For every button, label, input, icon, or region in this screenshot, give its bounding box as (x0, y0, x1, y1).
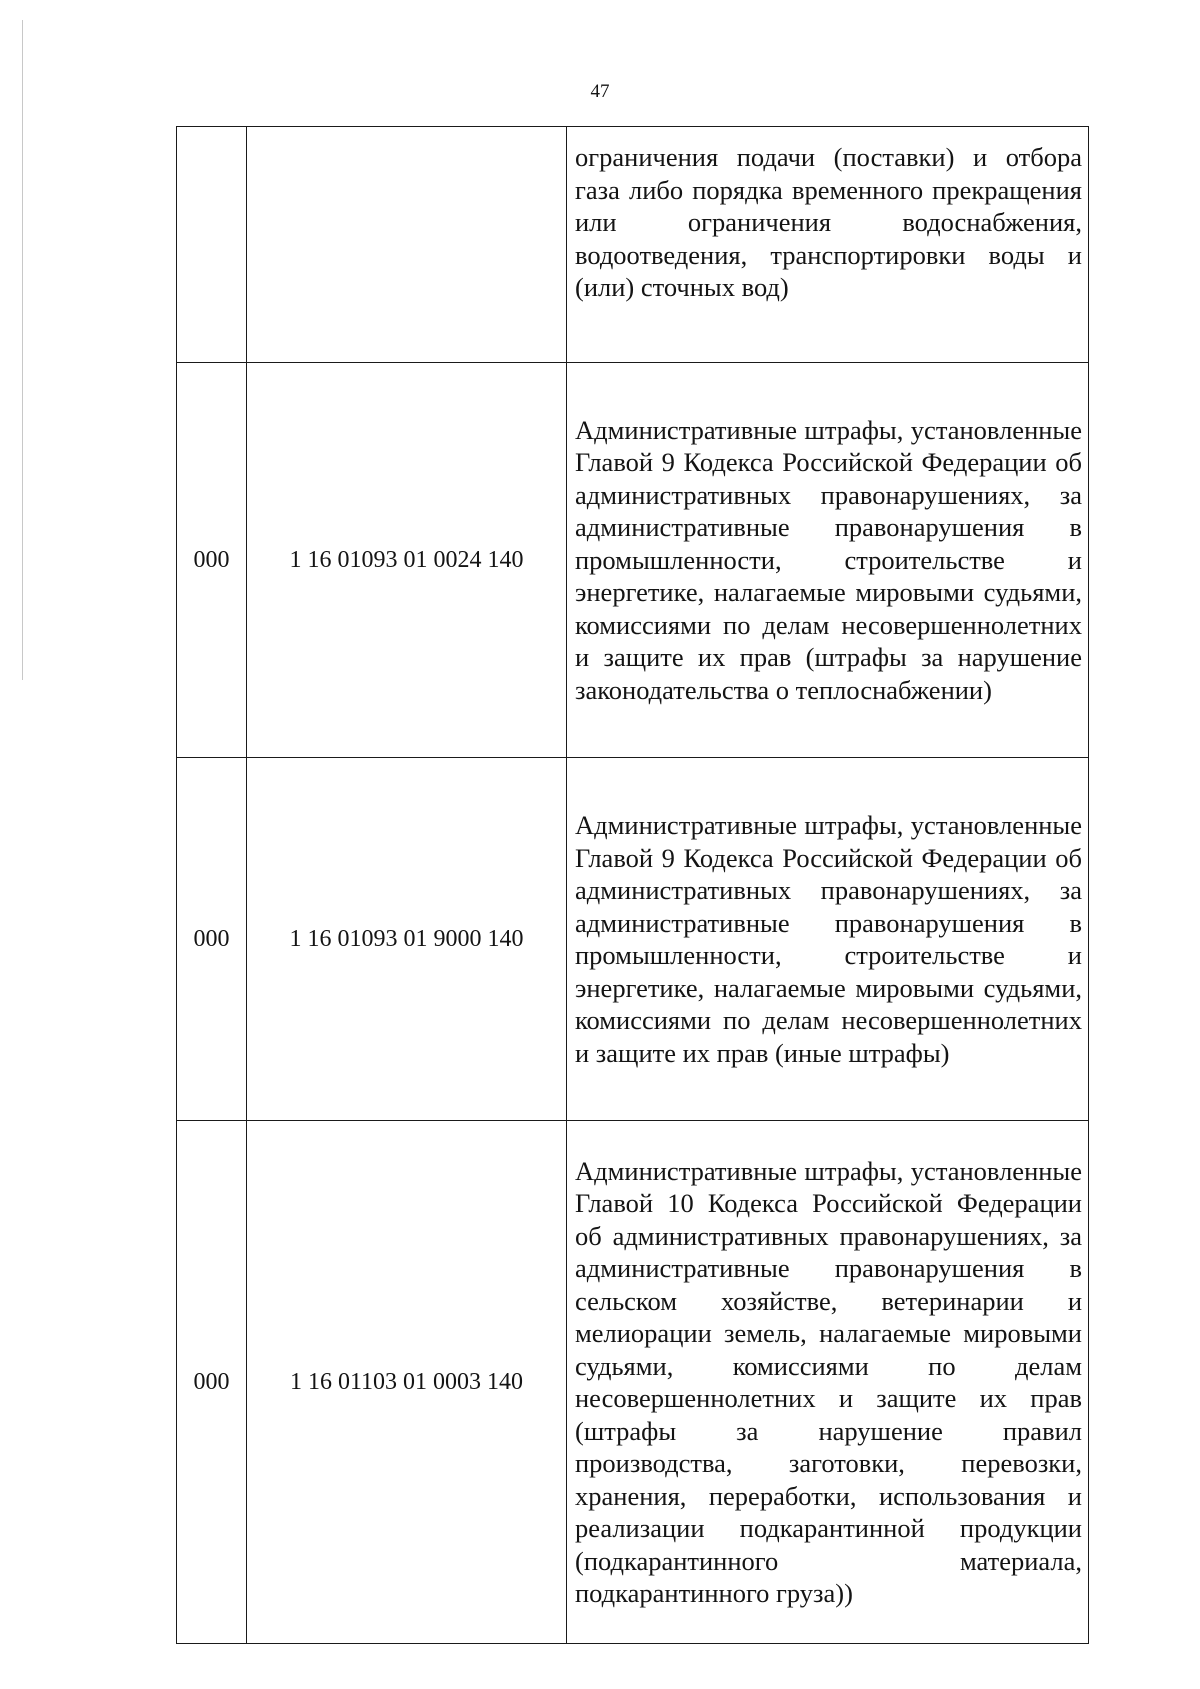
admin-code-cell (177, 127, 247, 363)
table-row (177, 363, 1089, 758)
scan-edge-line (22, 20, 23, 680)
kbk-code-cell: 1 16 01093 01 0024 140 (247, 363, 567, 758)
budget-classification-table (176, 126, 1089, 1644)
kbk-code-cell: 1 16 01103 01 0003 140 (247, 1121, 567, 1644)
admin-code-cell: 000 (177, 1121, 247, 1644)
table-row (177, 1121, 1089, 1644)
table-row (177, 758, 1089, 1121)
revenue-name-cell: Административные штрафы, установленные Главой 10 Кодекса Российской Федерации об административных правонарушениях, за административные правонарушения в сельском хозяйстве, ветеринарии и мелиорации земель, налагаемые мировыми судьями, комиссиями по делам несовершеннолетних и защите их прав (штрафы за нарушение правил производства, заготовки, перевозки, хранения, переработки, использования и реализации подкарантинной продукции (подкарантинного материала, подкарантинного груза)) (567, 1121, 1089, 1644)
revenue-name-cell: ограничения подачи (поставки) и отбора газа либо порядка временного прекращения или ограничения водоснабжения, водоотведения, транспортировки воды и (или) сточных вод) (567, 127, 1089, 363)
page-number: 47 (590, 81, 610, 102)
admin-code-cell: 000 (177, 758, 247, 1121)
table-row (177, 127, 1089, 363)
kbk-code-cell (247, 127, 567, 363)
admin-code-cell: 000 (177, 363, 247, 758)
revenue-name-cell: Административные штрафы, установленные Главой 9 Кодекса Российской Федерации об административных правонарушениях, за административные правонарушения в промышленности, строительстве и энергетике, налагаемые мировыми судьями, комиссиями по делам несовершеннолетних и защите их прав (штрафы за нарушение законодательства о теплоснабжении) (567, 363, 1089, 758)
revenue-name-cell: Административные штрафы, установленные Главой 9 Кодекса Российской Федерации об административных правонарушениях, за административные правонарушения в промышленности, строительстве и энергетике, налагаемые мировыми судьями, комиссиями по делам несовершеннолетних и защите их прав (иные штрафы) (567, 758, 1089, 1121)
kbk-code-cell: 1 16 01093 01 9000 140 (247, 758, 567, 1121)
